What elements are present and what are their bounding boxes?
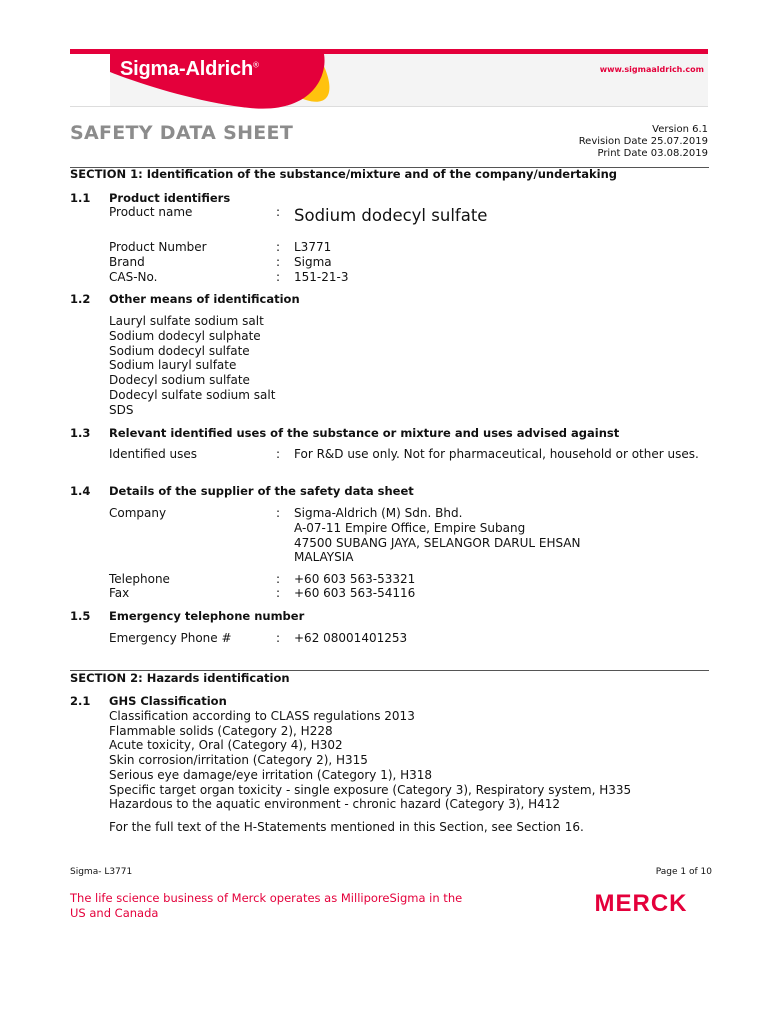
subsection-number: 2.1	[70, 694, 91, 708]
document-meta	[579, 124, 708, 160]
cas-value: 151-21-3	[294, 270, 349, 284]
merck-logo-text: MERCK	[594, 890, 688, 914]
merck-note: The life science business of Merck operates as MilliporeSigma in the US and Canada	[70, 891, 463, 920]
colon: :	[276, 205, 281, 219]
fax-value: +60 603 563-54116	[294, 586, 416, 600]
cas-label: CAS-No.	[109, 270, 158, 284]
page-number: Page 1 of 10	[655, 867, 712, 877]
synonym-item: Dodecyl sulfate sodium salt	[109, 387, 276, 402]
colon: :	[276, 631, 281, 645]
synonym-item: SDS	[109, 402, 134, 417]
fax-label: Fax	[109, 586, 130, 600]
ghs-line: Classification according to CLASS regulations 2013	[109, 709, 415, 723]
logo-text: Sigma-Aldrich®	[120, 58, 259, 80]
document-title: SAFETY DATA SHEET	[70, 122, 294, 144]
subsection-number: 1.1	[70, 191, 91, 205]
footer-product-ref: Sigma- L3771	[70, 867, 133, 877]
colon: :	[276, 506, 281, 520]
subsection-number: 1.3	[70, 426, 91, 440]
version: Version 6.1	[652, 124, 708, 135]
subsection-title: GHS Classification	[109, 694, 227, 708]
subsection-title: Emergency telephone number	[109, 609, 305, 623]
colon: :	[276, 447, 281, 461]
ghs-classification-list	[109, 709, 631, 812]
brand-value: Sigma	[294, 255, 332, 269]
product-name-label: Product name	[109, 205, 193, 219]
ghs-line: Hazardous to the aquatic environment - chronic hazard (Category 3), H412	[109, 797, 561, 812]
subsection-title: Relevant identified uses of the substance or mixture and uses advised against	[109, 426, 620, 440]
identified-uses-value: For R&D use only. Not for pharmaceutical, household or other uses.	[294, 447, 699, 461]
product-name-value: Sodium dodecyl sulfate	[294, 206, 488, 225]
website-link[interactable]: www.sigmaaldrich.com	[599, 65, 704, 74]
brand-label: Brand	[109, 255, 145, 269]
ghs-line: Serious eye damage/eye irritation (Category 1), H318	[109, 767, 433, 782]
product-number-label: Product Number	[109, 240, 207, 254]
synonym-item: Sodium lauryl sulfate	[109, 358, 237, 373]
h-statements-note: For the full text of the H-Statements mentioned in this Section, see Section 16.	[109, 820, 584, 834]
address-line: 47500 SUBANG JAYA, SELANGOR DARUL EHSAN	[294, 535, 581, 550]
subsection-number: 1.2	[70, 292, 91, 306]
ghs-line: Flammable solids (Category 2), H228	[109, 723, 333, 738]
emergency-phone-value: +62 08001401253	[294, 631, 408, 645]
section-1-title: SECTION 1: Identification of the substance/mixture and of the company/undertaking	[70, 167, 618, 181]
subsection-number: 1.5	[70, 609, 91, 623]
address-line: MALAYSIA	[294, 550, 354, 565]
colon: :	[276, 572, 281, 586]
address-line: Sigma-Aldrich (M) Sdn. Bhd.	[294, 506, 463, 520]
subsection-number: 1.4	[70, 484, 91, 498]
subsection-title: Details of the supplier of the safety data sheet	[109, 484, 414, 498]
synonym-item: Sodium dodecyl sulphate	[109, 328, 261, 343]
company-label: Company	[109, 506, 167, 520]
synonym-item: Dodecyl sodium sulfate	[109, 373, 250, 388]
product-number-value: L3771	[294, 240, 332, 254]
identified-uses-label: Identified uses	[109, 447, 198, 461]
synonym-item: Lauryl sulfate sodium salt	[109, 314, 264, 328]
emergency-phone-label: Emergency Phone #	[109, 631, 232, 645]
ghs-line: Specific target organ toxicity - single exposure (Category 3), Respiratory system, H335	[109, 782, 632, 797]
ghs-line: Skin corrosion/irritation (Category 2), H315	[109, 753, 368, 768]
section-2-title: SECTION 2: Hazards identification	[70, 671, 290, 685]
ghs-line: Acute toxicity, Oral (Category 4), H302	[109, 738, 343, 753]
colon: :	[276, 240, 281, 254]
merck-logo	[568, 890, 714, 914]
company-address	[294, 506, 581, 565]
telephone-value: +60 603 563-53321	[294, 572, 416, 586]
print-date: Print Date 03.08.2019	[597, 148, 708, 159]
colon: :	[276, 270, 281, 284]
revision-date: Revision Date 25.07.2019	[578, 136, 708, 147]
address-line: A-07-11 Empire Office, Empire Subang	[294, 520, 526, 535]
subsection-title: Product identifiers	[109, 191, 231, 205]
synonym-item: Sodium dodecyl sulfate	[109, 343, 250, 358]
colon: :	[276, 255, 281, 269]
synonym-list	[109, 314, 275, 418]
subsection-title: Other means of identification	[109, 292, 300, 306]
colon: :	[276, 586, 281, 600]
telephone-label: Telephone	[109, 572, 170, 586]
